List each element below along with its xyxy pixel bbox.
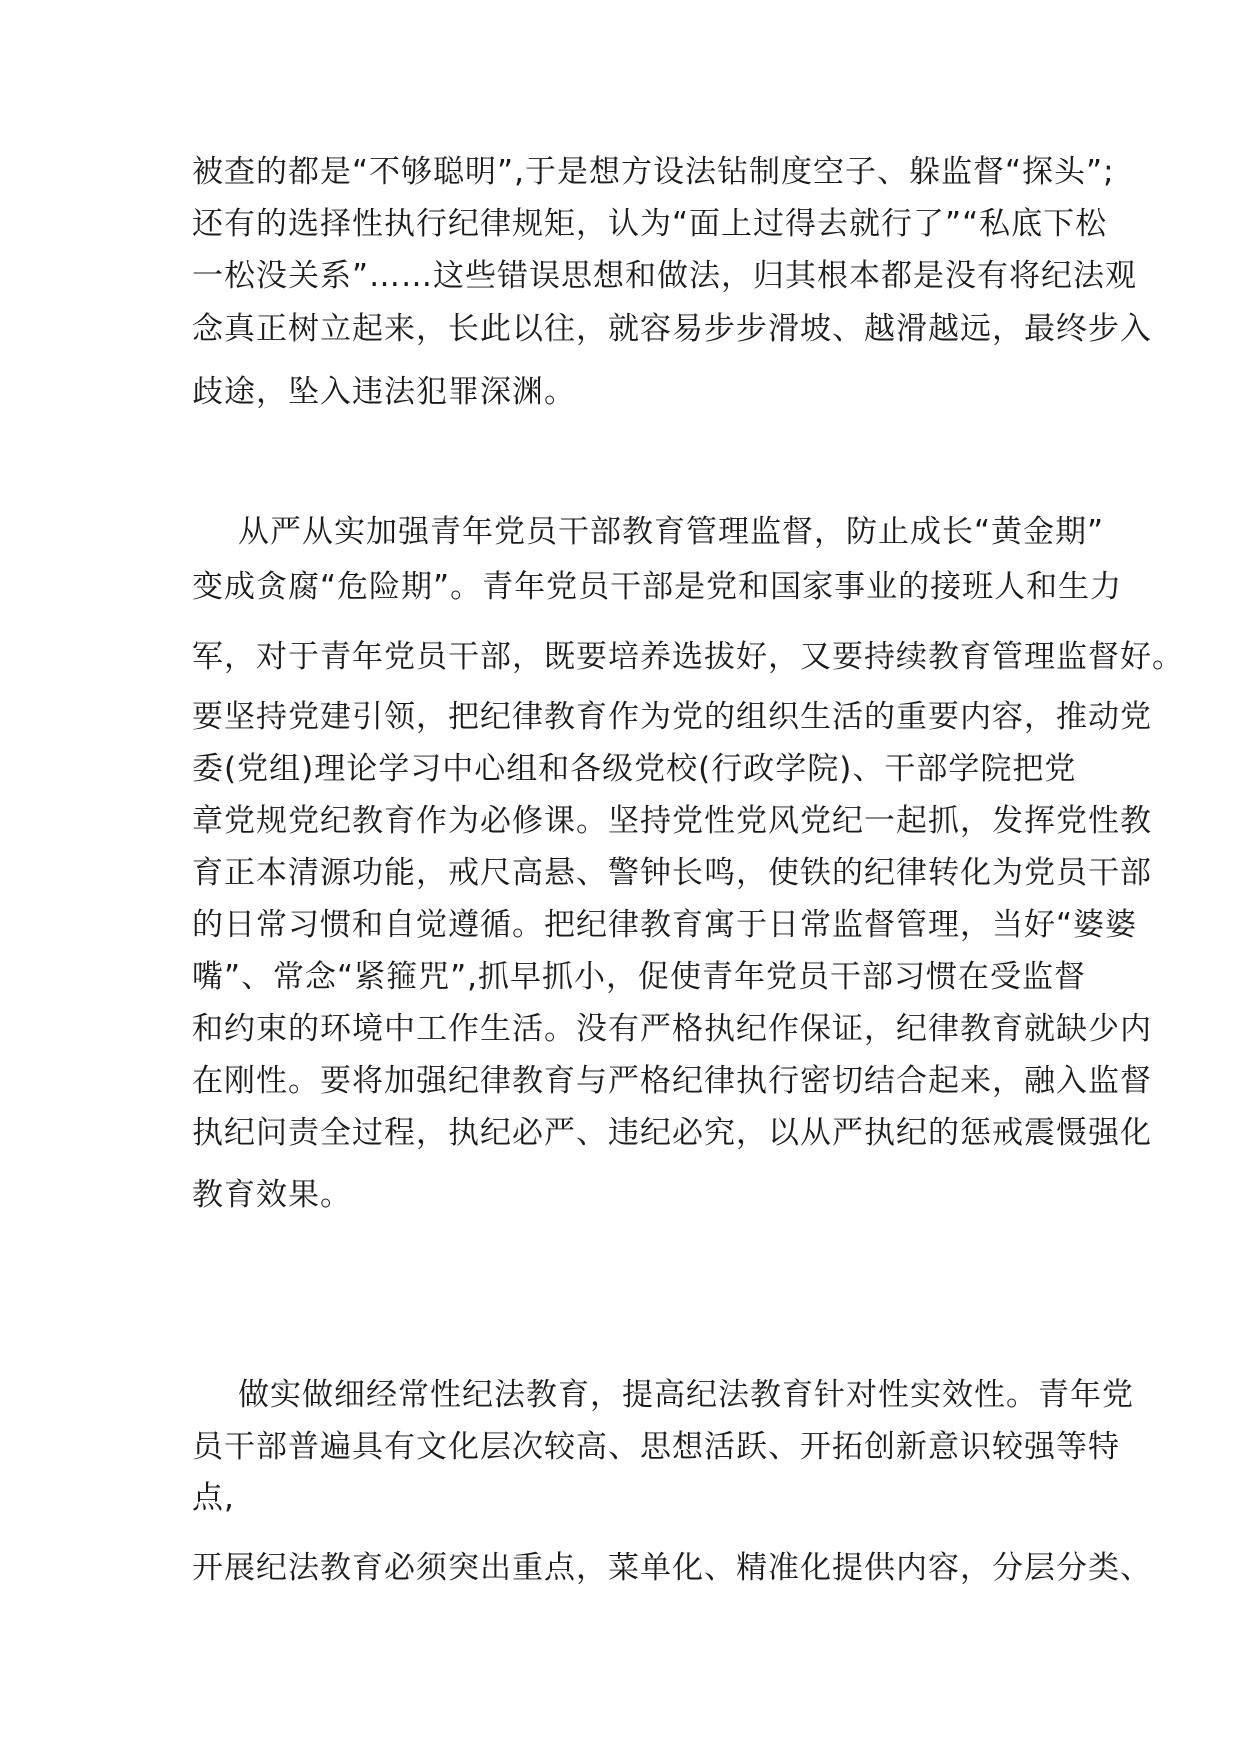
text-line: 点,: [192, 1480, 235, 1516]
paragraph-first-line: 做实做细经常性纪法教育，提高纪法教育针对性实效性。青年党: [238, 1377, 1134, 1413]
text-line: 开展纪法教育必须突出重点，菜单化、精准化提供内容，分层分类、: [192, 1550, 1152, 1586]
text-line: 念真正树立起来，长此以往，就容易步步滑坡、越滑越远，最终步入: [192, 311, 1152, 347]
text-line: 育正本清源功能，戒尺高悬、警钟长鸣，使铁的纪律转化为党员干部: [192, 855, 1152, 891]
text-line: 在刚性。要将加强纪律教育与严格纪律执行密切结合起来，融入监督: [192, 1063, 1152, 1099]
text-line: 要坚持党建引领，把纪律教育作为党的组织生活的重要内容，推动党: [192, 699, 1152, 735]
text-line: 章党规党纪教育作为必修课。坚持党性党风党纪一起抓，发挥党性教: [192, 803, 1152, 839]
text-line: 和约束的环境中工作生活。没有严格执纪作保证，纪律教育就缺少内: [192, 1011, 1152, 1047]
text-line: 教育效果。: [192, 1177, 352, 1213]
text-line: 员干部普遍具有文化层次较高、思想活跃、开拓创新意识较强等特: [192, 1429, 1120, 1465]
text-line: 歧途，坠入违法犯罪深渊。: [192, 374, 576, 410]
paragraph-first-line: 从严从实加强青年党员干部教育管理监督，防止成长“黄金期”: [238, 514, 1105, 550]
text-line: 变成贪腐“危险期”。青年党员干部是党和国家事业的接班人和生力: [192, 569, 1123, 605]
text-line: 嘴”、常念“紧箍咒”,抓早抓小，促使青年党员干部习惯在受监督: [192, 959, 1087, 995]
text-line: 的日常习惯和自觉遵循。把纪律教育寓于日常监督管理，当好“婆婆: [192, 907, 1138, 943]
text-line: 执纪问责全过程，执纪必严、违纪必究，以从严执纪的惩戒震慑强化: [192, 1115, 1152, 1151]
text-line: 被查的都是“不够聪明”,于是想方设法钻制度空子、躲监督“探头”;: [192, 154, 1115, 190]
text-line: 委(党组)理论学习中心组和各级党校(行政学院)、干部学院把党: [192, 751, 1077, 787]
text-line: 军，对于青年党员干部，既要培养选拔好，又要持续教育管理监督好。: [192, 639, 1184, 675]
text-line: 一松没关系”……这些错误思想和做法，归其根本都是没有将纪法观: [192, 258, 1138, 294]
text-line: 还有的选择性执行纪律规矩，认为“面上过得去就行了”“私底下松: [192, 206, 1108, 242]
